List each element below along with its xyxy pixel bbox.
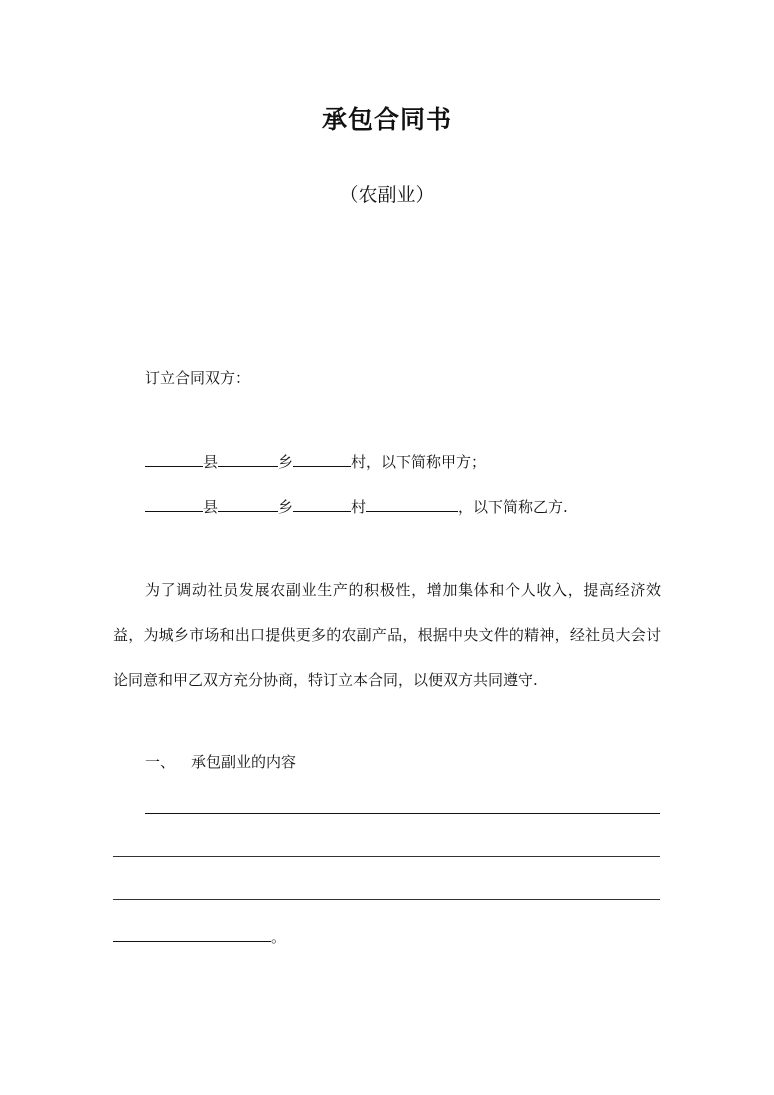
county-blank (145, 497, 203, 512)
township-label: 乡 (278, 498, 294, 516)
village-label: 村 (351, 498, 367, 516)
section-one-heading (145, 752, 296, 772)
county-label: 县 (203, 498, 219, 516)
fill-in-line (113, 856, 660, 857)
fill-in-line (113, 899, 660, 900)
township-label: 乡 (278, 453, 294, 471)
document-subtitle: （农副业） (339, 184, 435, 206)
village-blank (293, 497, 351, 512)
document-title: 承包合同书 (321, 105, 452, 134)
party-b-suffix: ，以下简称乙方. (458, 498, 568, 516)
party-b-line (145, 497, 568, 517)
township-blank (218, 452, 278, 467)
preamble-paragraph: 为了调动社员发展农副业生产的积极性，增加集体和个人收入，提高经济效益，为城乡市场和出口提供更多的农副产品，根据中央文件的精神，经社员大会讨论同意和甲乙双方充分协商，特订立本合同，以便双方共同遵守. (113, 581, 661, 689)
closing-line (113, 927, 286, 947)
village-blank (293, 452, 351, 467)
section-number: 一、 (145, 753, 176, 771)
county-label: 县 (203, 453, 219, 471)
parties-heading: 订立合同双方： (145, 369, 251, 387)
party-a-line (145, 452, 486, 472)
village-label: 村，以下简称甲方； (351, 453, 487, 471)
fill-in-line (145, 813, 660, 814)
county-blank (145, 452, 203, 467)
end-mark: 。 (271, 928, 287, 946)
township-blank (218, 497, 278, 512)
fill-in-blank (113, 927, 271, 942)
name-blank (366, 497, 458, 512)
section-title: 承包副业的内容 (191, 753, 297, 771)
